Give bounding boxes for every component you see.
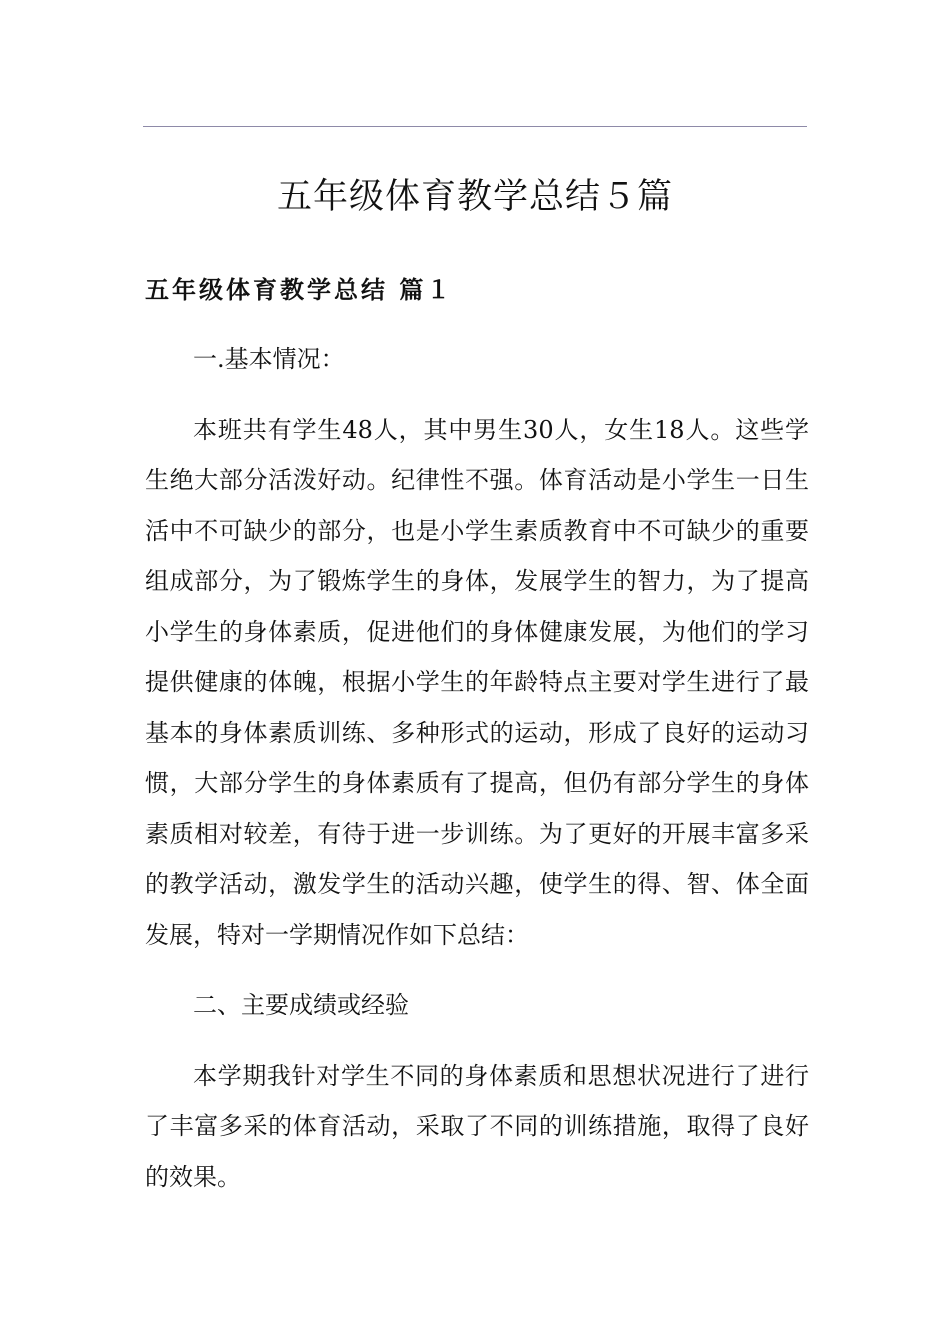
subheading-basic-situation: 一.基本情况： [193,345,345,373]
document-body [145,266,809,1202]
document-title: 五年级体育教学总结５篇 [276,177,673,218]
header-rule [143,126,807,127]
subheading-achievements: 二、主要成绩或经验 [193,991,409,1019]
paragraph-basic-situation: 本班共有学生48人，其中男生30人，女生18人。这些学生绝大部分活泼好动。纪律性不强。体育活动是小学生一日生活中不可缺少的部分，也是小学生素质教育中不可缺少的重要组成部分，为了锻炼学生的身体，发展学生的智力，为了提高小学生的身体素质，促进他们的身体健康发展，为他们的学习提供健康的体魄，根据小学生的年龄特点主要对学生进行了最基本的身体素质训练、多种形式的运动，形成了良好的运动习惯，大部分学生的身体素质有了提高，但仍有部分学生的身体素质相对较差，有待于进一步训练。为了更好的开展丰富多采的教学活动，激发学生的活动兴趣，使学生的得、智、体全面发展，特对一学期情况作如下总结： [145,415,809,949]
section-heading: 五年级体育教学总结 篇１ [145,275,454,304]
paragraph-achievements: 本学期我针对学生不同的身体素质和思想状况进行了进行了丰富多采的体育活动，采取了不同的训练措施，取得了良好的效果。 [145,1061,809,1191]
